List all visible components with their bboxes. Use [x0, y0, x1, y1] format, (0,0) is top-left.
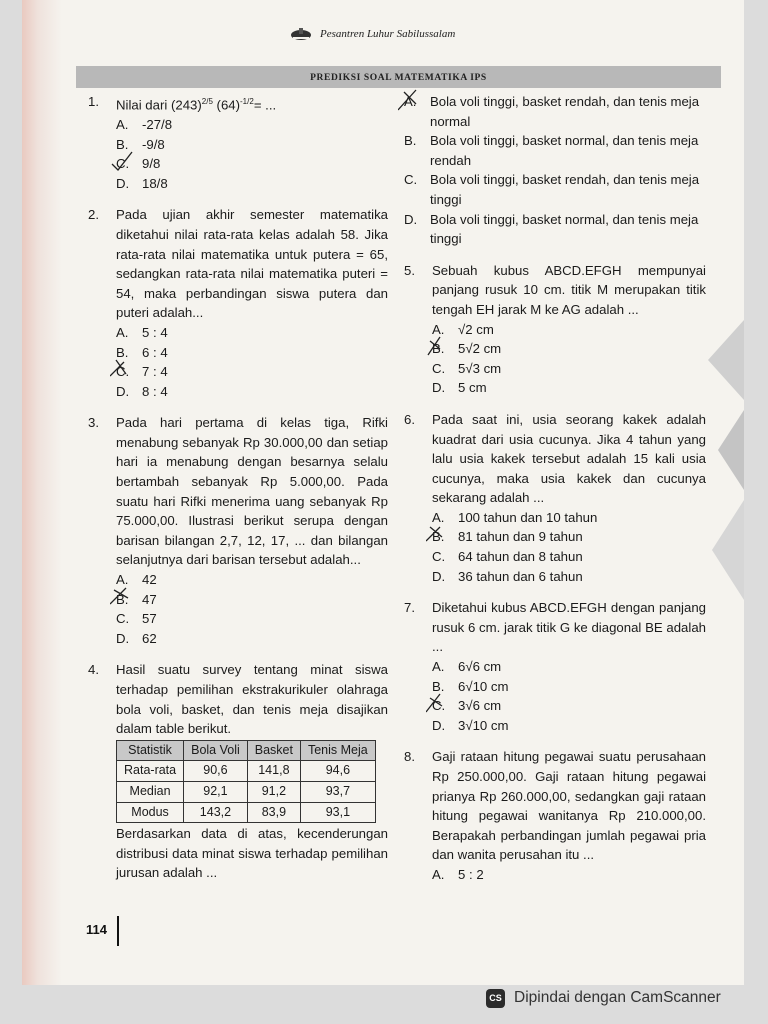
option-a: A. -27/8	[116, 116, 173, 132]
question-4	[88, 660, 388, 883]
option-a: A. 6√6 cm	[432, 659, 502, 675]
question-7	[404, 598, 706, 735]
option-a: A. √2 cm	[432, 321, 494, 337]
page-header	[290, 24, 455, 44]
option-d: D. 62	[116, 630, 157, 646]
option-c: C. 9/8	[116, 154, 388, 174]
school-logo-icon	[290, 27, 312, 41]
survey-table	[116, 740, 376, 823]
option-c: C. 3√6 cm	[432, 696, 706, 716]
option-d: D. 36 tahun dan 6 tahun	[432, 568, 583, 584]
question-6	[404, 410, 706, 586]
question-stem: Sebuah kubus ABCD.EFGH mempunyai panjang rusuk 10 cm. titik M merupakan titik tengah EH jarak M ke AG adalah ...	[432, 262, 706, 317]
option-b: B. 5√2 cm	[432, 339, 706, 359]
camscanner-label: Dipindai dengan CamScanner	[514, 989, 721, 1006]
option-c: C. Bola voli tinggi, basket rendah, dan tenis meja tinggi	[404, 172, 700, 207]
question-2	[88, 205, 388, 401]
answer-mark-icon	[398, 88, 424, 112]
question-stem: Pada saat ini, usia seorang kakek adalah kuadrat dari usia cucunya. Jika 4 tahun yang lalu usia kakek tersebut adalah 15 kali usia cucunya, maka usia kakek dan cucunya sekarang adalah ...	[432, 411, 706, 506]
question-stem: Pada ujian akhir semester matematika diketahui nilai rata-rata kelas adalah 58. Jika rata-rata nilai matematika untuk putera = 65, sedangkan rata-rata nilai matematika puteri = 54, maka perbandingan siswa putera dan puteri adalah...	[116, 207, 388, 321]
question-number: 1.	[88, 94, 99, 109]
question-stem: Hasil suatu survey tentang minat siswa terhadap pemilihan ekstrakurikuler olahraga bola voli, basket, dan tenis meja disajikan dalam table berikut.	[116, 662, 388, 737]
question-1	[88, 92, 388, 193]
question-stem: Nilai dari $(243)^{2/5}$ $(64)^{-1/2}=$ ...	[116, 97, 277, 113]
option-d: D. Bola voli tinggi, basket normal, dan tenis meja tinggi	[404, 211, 699, 247]
question-stem: Gaji rataan hitung pegawai suatu perusahaan Rp 250.000,00. Gaji rataan hitung pegawai prianya Rp 260.000,00, sedangkan gaji rataan hitung pegawai wanitanya Rp 210.000,00. Berapakah perbandingan jumlah pegawai pria dan wanita perusahan itu ...	[432, 749, 706, 863]
option-b: B. 6√10 cm	[432, 678, 509, 694]
question-stem-continued: Berdasarkan data di atas, kecenderungan distribusi data minat siswa terhadap pemilihan jurusan adalah ...	[116, 826, 388, 881]
table-row: Median 92,1 91,2 93,7	[117, 781, 376, 802]
camscanner-watermark	[486, 988, 721, 1008]
question-number: 3.	[88, 415, 99, 431]
answer-mark-icon	[426, 335, 452, 359]
question-3	[88, 413, 388, 648]
table-header-row: Statistik Bola Voli Basket Tenis Meja	[117, 740, 376, 761]
page-edge-shadow	[22, 0, 62, 985]
question-4-options	[404, 92, 706, 249]
answer-mark-icon	[426, 692, 452, 716]
question-stem: Diketahui kubus ABCD.EFGH dengan panjang rusuk 6 cm. jarak titik G ke diagonal BE adalah ...	[432, 600, 706, 655]
option-c: C. 57	[116, 611, 157, 627]
camscanner-icon: CS	[486, 989, 505, 1008]
answer-mark-icon	[426, 523, 452, 547]
page-number-divider	[117, 916, 119, 946]
option-c: C. 5√3 cm	[432, 360, 502, 376]
question-number: 7.	[404, 600, 415, 616]
question-5	[404, 261, 706, 398]
option-b: B. 81 tahun dan 9 tahun	[432, 527, 706, 547]
option-b: B. Bola voli tinggi, basket normal, dan tenis meja rendah	[404, 133, 699, 168]
option-c: C. 7 : 4	[116, 362, 388, 382]
option-c: C. 64 tahun dan 8 tahun	[432, 549, 583, 565]
section-banner: PREDIKSI SOAL MATEMATIKA IPS	[76, 66, 721, 88]
option-a: A. 5 : 4	[116, 324, 168, 340]
option-a: A. Bola voli tinggi, basket rendah, dan tenis meja normal	[404, 92, 706, 131]
option-b: B. 6 : 4	[116, 344, 168, 360]
question-8	[404, 747, 706, 884]
question-number: 5.	[404, 262, 415, 278]
left-column	[88, 92, 388, 883]
question-number: 4.	[88, 662, 99, 678]
option-a: A. 100 tahun dan 10 tahun	[432, 509, 598, 525]
question-number: 8.	[404, 749, 415, 765]
answer-mark-icon	[110, 358, 136, 382]
table-row: Modus 143,2 83,9 93,1	[117, 802, 376, 823]
option-b: B. 47	[116, 590, 388, 610]
answer-mark-icon	[110, 586, 136, 610]
page-number: 114	[86, 922, 107, 937]
answer-mark-icon	[110, 150, 136, 174]
school-name: Pesantren Luhur Sabilussalam	[320, 28, 456, 40]
option-a: A. 42	[116, 572, 157, 588]
question-number: 6.	[404, 411, 415, 427]
table-row: Rata-rata 90,6 141,8 94,6	[117, 761, 376, 782]
question-stem: Pada hari pertama di kelas tiga, Rifki menabung sebanyak Rp 30.000,00 dan setiap hari ia menabung dengan besarnya selalu bertambah sebanyak Rp 5.000,00. Pada suatu hari Rifki menerima uang sebanyak Rp 75.000,00. Ilustrasi berikut serupa dengan barisan bilangan 2,7, 12, 17, ... dan bilangan selanjutnya dari barisan tersebut adalah...	[116, 415, 388, 568]
option-d: D. 18/8	[116, 175, 168, 191]
option-b: B. -9/8	[116, 136, 165, 152]
option-d: D. 3√10 cm	[432, 717, 509, 733]
right-column	[404, 92, 706, 885]
option-a: A. 5 : 2	[432, 866, 484, 882]
question-number: 2.	[88, 207, 99, 223]
option-d: D. 8 : 4	[116, 383, 168, 399]
option-d: D. 5 cm	[432, 380, 487, 396]
